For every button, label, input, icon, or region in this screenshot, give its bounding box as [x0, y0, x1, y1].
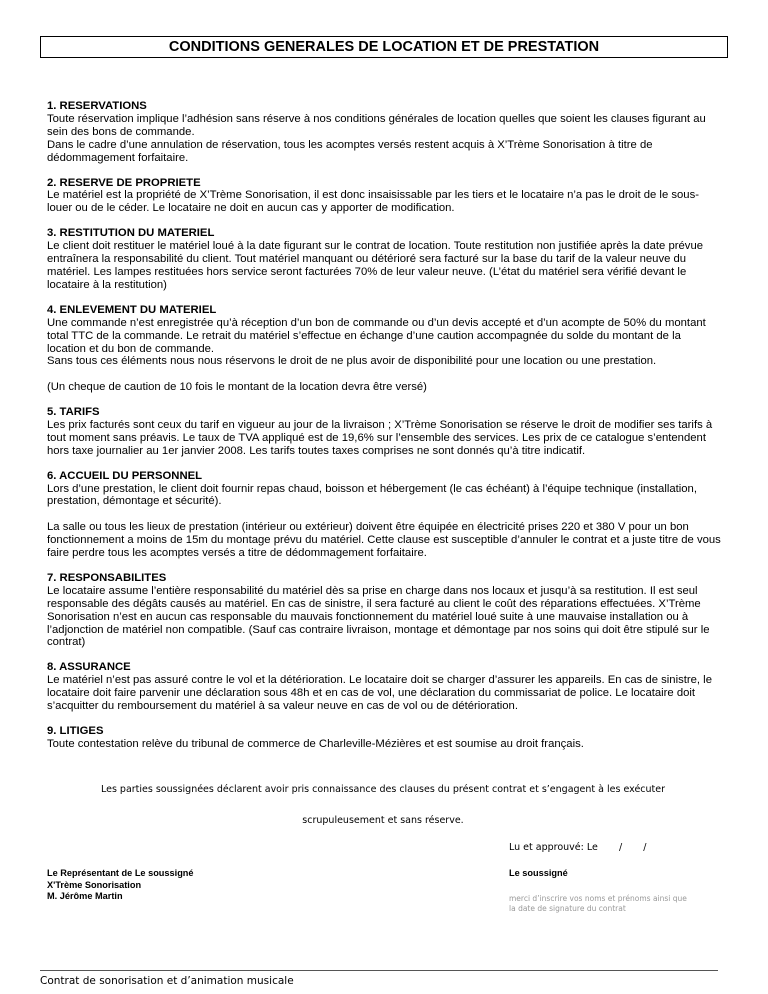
approval-date-line: Lu et approuvé: Le / /: [509, 842, 647, 853]
closing-statement-line-1: Les parties soussignées déclarent avoir pris connaissance des clauses du présent contrat et s’engagent à les exécuter: [100, 784, 666, 795]
section-paragraph: La salle ou tous les lieux de prestation (intérieur ou extérieur) doivent être équipée en électricité prises 220 et 380 V pour un bon fonctionnement a moins de 15m du montage prévu du matériel. Cette clause est susceptible d’annuler le contrat et a juste titre de vous faire perdre tous les acomptes versés a titre de dédommagement forfaitaire.: [47, 521, 721, 559]
section: [47, 304, 722, 394]
section-heading: 6. ACCUEIL DU PERSONNEL: [47, 469, 203, 482]
section-paragraph: Toute contestation relève du tribunal de commerce de Charleville-Mézières et est soumise au droit français.: [47, 737, 584, 750]
section-paragraph: Toute réservation implique l’adhésion sans réserve à nos conditions générales de location quelles que soient les clauses figurant au sein des bons de commande. Dans le cadre d’une annulation de réservation, tous les acomptes versés restent acquis à X’Trème Sonorisation à titre de dédommagement forfaitaire.: [47, 112, 706, 164]
section-heading: 4. ENLEVEMENT DU MATERIEL: [47, 303, 217, 316]
section-heading: 5. TARIFS: [47, 406, 100, 419]
section-heading: 7. RESPONSABILITES: [47, 571, 167, 584]
conditions-body: [47, 100, 722, 763]
closing-statement-line-2: scrupuleusement et sans réserve.: [302, 815, 464, 826]
section: [47, 100, 722, 165]
company-name: X'Trème Sonorisation: [47, 879, 142, 890]
signatory-note: merci d’inscrire vos noms et prénoms ainsi que la date de signature du contrat: [509, 894, 687, 913]
section-heading: 3. RESTITUTION DU MATERIEL: [47, 227, 215, 240]
footer-text: Contrat de sonorisation et d’animation musicale: [40, 975, 294, 987]
section: [47, 725, 722, 751]
section-heading: 2. RESERVE DE PROPRIETE: [47, 176, 201, 189]
section-paragraph: Lors d’une prestation, le client doit fournir repas chaud, boisson et hébergement (le cas échéant) à l’équipe technique (installation, prestation, démontage et sécurité).: [47, 482, 697, 508]
section-paragraph: Le matériel n’est pas assuré contre le vol et la détérioration. Le locataire doit se charger d’assurer les appareils. En cas de sinistre, le locataire doit faire parvenir une déclaration sous 48h et en cas de vol, une déclaration du commissariat de police. Le locataire doit s’acquitter du remboursement du matériel à sa valeur neuve en cas de vol ou de détérioration.: [47, 674, 712, 713]
representative-name: M. Jérôme Martin: [47, 891, 123, 901]
section-paragraph: Les prix facturés sont ceux du tarif en vigueur au jour de la livraison ; X’Trème Sonorisation se réserve le droit de modifier ses tarifs à tout moment sans préavis. Le taux de TVA appliqué est de 19,6% sur l’ensemble des services. Les prix de ce catalogue s’entendent hors taxe journalier au 1er janvier 2008. Les tarifs toutes taxes comprises ne sont donnés qu’à titre indicatif.: [47, 418, 713, 457]
section-heading: 8. ASSURANCE: [47, 661, 131, 674]
section-paragraph: Le matériel est la propriété de X’Trème Sonorisation, il est donc insaisissable par les tiers et le locataire n’a pas le droit de le sous-louer ou de le céder. Le locataire ne doit en aucun cas y apporter de modification.: [47, 189, 699, 215]
section-heading: 1. RESERVATIONS: [47, 100, 147, 112]
representative-signature-block: [47, 868, 194, 903]
representative-title: Le Représentant de Le soussigné: [47, 868, 194, 878]
section-paragraph: Le locataire assume l’entière responsabilité du matériel dès sa prise en charge dans nos locaux et jusqu’à sa restitution. Il est seul responsable des dégâts causés au matériel. En cas de sinistre, il sera facturé au client le coût des réparations effectuées. X’Trème Sonorisation n’est en aucun cas responsable du mauvais fonctionnement du matériel loué suite à une mauvaise installation ou à l’adjonction de matériel non compatible. (Sauf cas contraire livraison, montage et démontage par nos soins qui doit être stipulé sur le contrat): [47, 584, 710, 649]
document-title: CONDITIONS GENERALES DE LOCATION ET DE PRESTATION: [40, 36, 728, 58]
section-paragraph: (Un cheque de caution de 10 fois le montant de la location devra être versé): [47, 381, 427, 394]
footer-divider: [40, 970, 718, 971]
section: [47, 572, 722, 649]
section-heading: 9. LITIGES: [47, 724, 104, 737]
section: [47, 470, 722, 560]
section-paragraph: Le client doit restituer le matériel loué à la date figurant sur le contrat de location. Toute restitution non justifiée après la date prévue entraînera la responsabilité du client. Tout matériel manquant ou détérioré sera facturé sur la base du tarif de la valeur neuve du matériel. Les lampes restituées hors service seront facturées 70% de leur valeur neuve. (L’état du matériel sera vérifié devant le locataire à la restitution): [47, 240, 704, 291]
section: [47, 177, 722, 216]
section-paragraph: Une commande n’est enregistrée qu’à réception d’un bon de commande ou d’un devis accepté et d’un acompte de 50% du montant total TTC de la commande. Le retrait du matériel s’effectue en échange d’une caution accompagnée du solde du montant de la location et du bon de commande. Sans tous ces éléments nous nous réservons le droit de ne plus avoir de disponibilité pour une location ou une prestation.: [47, 316, 706, 368]
section: [47, 406, 722, 458]
section: [47, 227, 722, 292]
signatory-title: Le soussigné: [509, 868, 568, 878]
section: [47, 661, 722, 713]
